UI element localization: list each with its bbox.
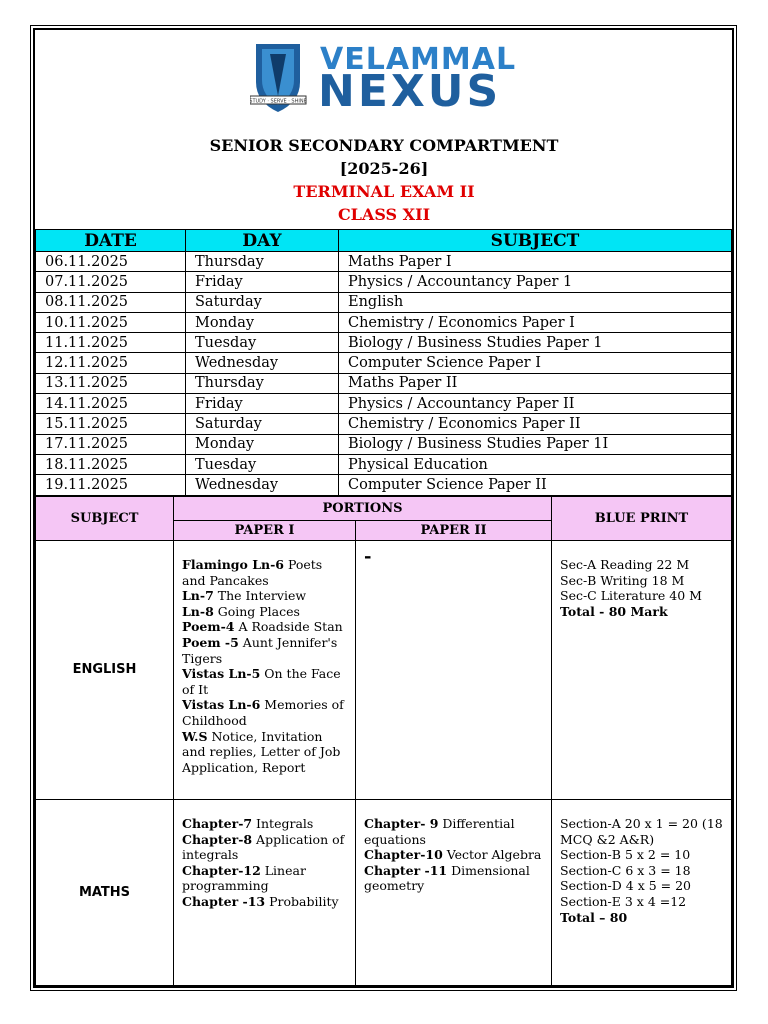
schedule-date: 07.11.2025	[36, 272, 186, 292]
schedule-row	[36, 292, 732, 312]
portion-title: Notice, Invitation and replies, Letter of Job Application, Report	[182, 728, 341, 775]
schedule-day: Thursday	[186, 252, 339, 272]
schedule-day: Thursday	[186, 373, 339, 393]
schedule-row	[36, 312, 732, 332]
schedule-date: 15.11.2025	[36, 414, 186, 434]
schedule-day: Wednesday	[186, 353, 339, 373]
schedule-row	[36, 272, 732, 292]
class-title: CLASS XII	[337, 205, 431, 224]
schedule-header-row	[36, 230, 732, 252]
portions-subject-header: SUBJECT	[36, 497, 174, 541]
portion-title: Probability	[265, 893, 339, 909]
schedule-date: 11.11.2025	[36, 333, 186, 353]
portion-item	[182, 635, 349, 666]
blueprint-line: Section-B 5 x 2 = 10	[560, 847, 691, 863]
schedule-date: 17.11.2025	[36, 434, 186, 454]
blueprint-line: Section-D 4 x 5 = 20	[560, 878, 692, 894]
exam-title: TERMINAL EXAM II	[293, 182, 475, 201]
portion-title: Application of integrals	[182, 831, 345, 863]
maths-paper1	[174, 800, 356, 986]
portion-chapter: Poem -5	[182, 634, 239, 650]
portions-header: PORTIONS	[174, 497, 552, 521]
english-blueprint	[552, 541, 732, 800]
logo-text-bottom: NEXUS	[318, 66, 502, 117]
portion-chapter: Chapter-7	[182, 816, 253, 831]
portion-item	[182, 604, 349, 620]
blueprint-line: Sec-C Literature 40 M	[560, 588, 702, 604]
schedule-row	[36, 333, 732, 353]
schedule-row	[36, 353, 732, 373]
portion-chapter: Chapter -13	[182, 893, 266, 909]
col-day: DAY	[186, 230, 339, 252]
schedule-subject: Biology / Business Studies Paper 1I	[339, 434, 732, 454]
portion-chapter: W.S	[182, 728, 208, 744]
portion-chapter: Vistas Ln-6	[182, 697, 261, 713]
portion-item	[182, 729, 349, 776]
maths-subject: MATHS	[36, 800, 174, 986]
portion-chapter: Chapter- 9	[364, 816, 439, 831]
schedule-row	[36, 252, 732, 272]
schedule-date: 08.11.2025	[36, 292, 186, 312]
blueprint-header: BLUE PRINT	[552, 497, 732, 541]
exam-schedule-table	[35, 229, 732, 496]
schedule-date: 13.11.2025	[36, 373, 186, 393]
portion-title: Differential equations	[364, 816, 515, 847]
portion-title: Poets and Pancakes	[182, 557, 323, 588]
schedule-date: 18.11.2025	[36, 454, 186, 474]
portion-title: Aunt Jennifer's Tigers	[182, 634, 338, 666]
title-line-1: SENIOR SECONDARY COMPARTMENT	[209, 136, 559, 155]
blueprint-line: Sec-A Reading 22 M	[560, 557, 690, 572]
portion-item	[182, 816, 349, 832]
schedule-day: Friday	[186, 394, 339, 414]
col-date: DATE	[36, 230, 186, 252]
portion-title: A Roadside Stan	[234, 619, 343, 635]
blueprint-line: Section-C 6 x 3 = 18	[560, 862, 691, 878]
portion-title: On the Face of It	[182, 666, 341, 697]
portions-table	[35, 496, 732, 986]
maths-paper2	[356, 800, 552, 986]
portion-item	[182, 666, 349, 697]
schedule-day: Tuesday	[186, 454, 339, 474]
blueprint-total: Total - 80 Mark	[560, 603, 668, 619]
schedule-subject: Chemistry / Economics Paper I	[339, 312, 732, 332]
schedule-day: Friday	[186, 272, 339, 292]
schedule-subject: Biology / Business Studies Paper 1	[339, 333, 732, 353]
schedule-row	[36, 414, 732, 434]
schedule-day: Wednesday	[186, 475, 339, 495]
english-paper2: -	[356, 541, 552, 800]
schedule-day: Tuesday	[186, 333, 339, 353]
portion-chapter: Chapter-8	[182, 831, 253, 847]
schedule-row	[36, 454, 732, 474]
portion-title: Linear programming	[182, 862, 306, 894]
schedule-row	[36, 475, 732, 495]
portion-chapter: Ln-7	[182, 588, 214, 604]
schedule-subject: Chemistry / Economics Paper II	[339, 414, 732, 434]
svg-text:STUDY · SERVE · SHINE: STUDY · SERVE · SHINE	[250, 98, 307, 105]
paper1-header: PAPER I	[174, 521, 356, 541]
col-subject: SUBJECT	[339, 230, 732, 252]
schedule-subject: Physics / Accountancy Paper II	[339, 394, 732, 414]
portion-chapter: Vistas Ln-5	[182, 666, 261, 682]
school-logo	[250, 40, 530, 118]
portion-title: Going Places	[213, 603, 300, 619]
maths-blueprint	[552, 800, 732, 986]
portion-title: The Interview	[213, 588, 307, 604]
blueprint-total: Total – 80	[560, 909, 628, 925]
portion-item	[182, 619, 349, 635]
schedule-date: 19.11.2025	[36, 475, 186, 495]
schedule-subject: English	[339, 292, 732, 312]
schedule-subject: Maths Paper II	[339, 373, 732, 393]
schedule-row	[36, 394, 732, 414]
portion-item	[182, 832, 349, 863]
portion-chapter: Ln-8	[182, 603, 214, 619]
portion-title: Integrals	[252, 816, 314, 831]
portion-chapter: Chapter -11	[364, 862, 448, 878]
schedule-date: 06.11.2025	[36, 252, 186, 272]
portion-title: Memories of Childhood	[182, 697, 344, 728]
portion-item	[182, 557, 349, 588]
schedule-day: Saturday	[186, 414, 339, 434]
portion-item	[182, 588, 349, 604]
portion-title: Vector Algebra	[442, 847, 542, 863]
schedule-subject: Maths Paper I	[339, 252, 732, 272]
schedule-subject: Computer Science Paper I	[339, 353, 732, 373]
schedule-day: Saturday	[186, 292, 339, 312]
english-row	[36, 541, 732, 800]
portion-chapter: Flamingo Ln-6	[182, 557, 284, 572]
schedule-row	[36, 373, 732, 393]
title-line-2: [2025-26]	[339, 159, 429, 178]
portion-item	[182, 863, 349, 894]
schedule-date: 14.11.2025	[36, 394, 186, 414]
schedule-date: 12.11.2025	[36, 353, 186, 373]
logo-text-top: VELAMMAL	[320, 42, 517, 77]
schedule-subject: Physical Education	[339, 454, 732, 474]
blueprint-line: Section-A 20 x 1 = 20 (18 MCQ &2 A&R)	[560, 816, 723, 847]
paper2-header: PAPER II	[356, 521, 552, 541]
schedule-day: Monday	[186, 312, 339, 332]
english-paper1	[174, 541, 356, 800]
portion-item	[182, 697, 349, 728]
portions-header-row	[36, 497, 732, 521]
english-subject: ENGLISH	[36, 541, 174, 800]
portion-chapter: Chapter-10	[364, 847, 443, 863]
maths-row	[36, 800, 732, 986]
portion-chapter: Poem-4	[182, 619, 235, 635]
schedule-subject: Computer Science Paper II	[339, 475, 732, 495]
schedule-subject: Physics / Accountancy Paper 1	[339, 272, 732, 292]
portion-item	[364, 847, 545, 863]
blueprint-line: Section-E 3 x 4 =12	[560, 893, 687, 909]
portion-chapter: Chapter-12	[182, 862, 261, 878]
portion-item	[182, 894, 349, 910]
schedule-day: Monday	[186, 434, 339, 454]
blueprint-line: Sec-B Writing 18 M	[560, 572, 685, 588]
portion-title: Dimensional geometry	[364, 862, 530, 894]
portion-item	[364, 863, 545, 894]
schedule-date: 10.11.2025	[36, 312, 186, 332]
portion-item	[364, 816, 545, 847]
schedule-row	[36, 434, 732, 454]
